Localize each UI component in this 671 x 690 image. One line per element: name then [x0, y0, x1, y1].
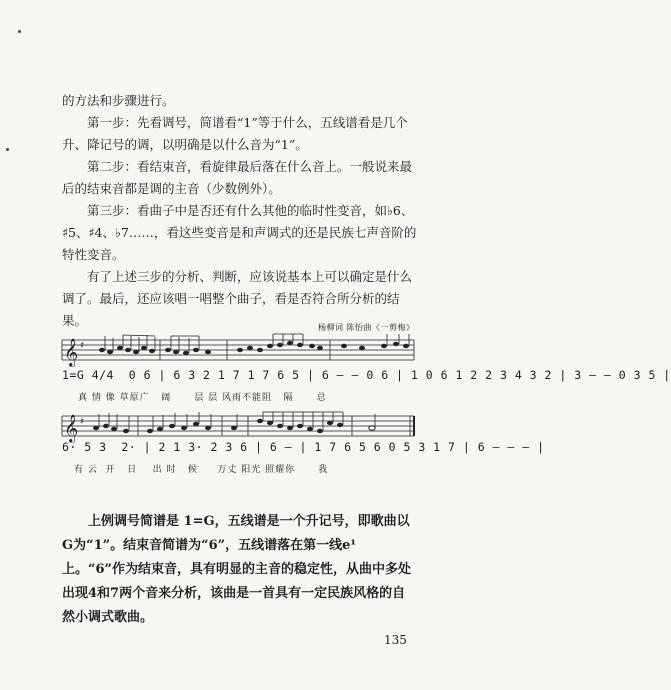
paragraph: 的方法和步骤进行。 [62, 93, 175, 108]
svg-text:♯: ♯ [80, 341, 85, 351]
lyrics-line-1: 真 情 像 草原广 阔 层 层 风雨不能阻 隔 总 [78, 393, 327, 403]
example-analysis-paragraph: 上例调号简谱是 1=G，五线谱是一个升记号，即歌曲以G为“1”。结束音简谱为“6”，五线谱落在第一线e¹上。“6”作为结束音，具有明显的主音的稳定性，从曲中多处出现4和7两个音来分析，该曲是一首具有一定民族风格的自然小调式歌曲。 [62, 514, 412, 625]
lyrics-line-2: 有 云 开 日 出 时 候 万丈 阳光 照耀你 我 [74, 465, 329, 475]
paragraph-step-one: 第一步：先看调号，简谱看“1”等于什么，五线谱看是几个升、降记号的调，以明确是以什么音为“1”。 [62, 115, 408, 152]
song-attribution: 杨柳词 陈怡曲《一剪梅》 [318, 323, 415, 332]
paragraph-step-three: 第三步：看曲子中是否还有什么其他的临时性变音，如♭6、♯5、♯4、♭7……，看这些变音是和声调式的还是民族七声音阶的特性变音。 [62, 203, 417, 262]
jianpu-line-2: 6· 5 3 2· | 2 1 3· 2 3 6 | 6 — | 1 7 6 5 6 0 5 3 1 7 | 6 — — — | [62, 440, 545, 454]
speck-mark [6, 148, 9, 151]
svg-text:♯: ♯ [80, 417, 85, 427]
staff-line-2 [62, 412, 418, 442]
staff-line-1 [62, 334, 418, 368]
jianpu-line-1: 1=G 4/4 0 6 | 6 3 2 1 7 1 7 6 5 | 6 — — 0 6 | 1 0 6 1 2 2 3 4 3 2 | 3 — — 0 3 5 | [62, 368, 671, 382]
speck-mark [18, 30, 21, 33]
paragraph-summary: 有了上述三步的分析、判断，应该说基本上可以确定是什么调了。最后，还应该唱一唱整个曲子，看是否符合所分析的结果。 [62, 269, 413, 328]
svg-text:𝄞: 𝄞 [64, 414, 79, 442]
paragraph-step-two: 第二步：看结束音，看旋律最后落在什么音上。一般说来最后的结束音都是调的主音（少数例外）。 [62, 159, 413, 196]
page-number: 135 [384, 633, 407, 647]
svg-text:𝄞: 𝄞 [64, 338, 79, 366]
